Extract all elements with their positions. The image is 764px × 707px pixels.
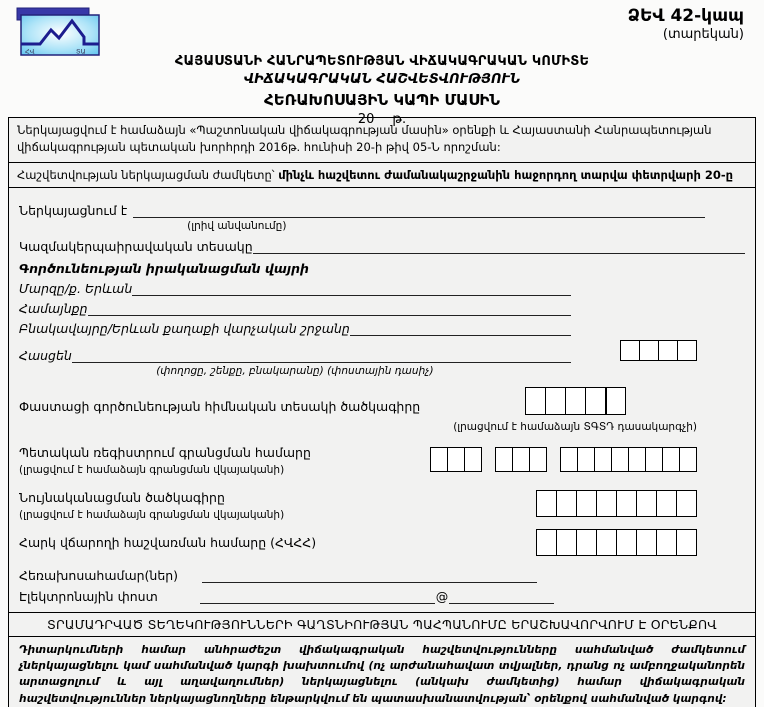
code-cell[interactable] — [656, 490, 677, 517]
register-hint: (լրացվում է համաձայն գրանցման վկայականի) — [19, 463, 285, 476]
code-cell[interactable] — [605, 387, 626, 415]
code-cell[interactable] — [677, 340, 697, 361]
region-label: Մարզը/ք. Երևան — [19, 280, 133, 296]
tin-row — [19, 529, 745, 556]
code-cell[interactable] — [577, 447, 595, 472]
code-cell[interactable] — [576, 529, 597, 556]
code-cell[interactable] — [525, 387, 546, 415]
address-label: Հասցեն — [19, 347, 72, 363]
code-cell[interactable] — [636, 490, 657, 517]
activity-code-hint: (լրացվում է համաձայն ՏԳՏԴ դասակարգչի) — [453, 420, 697, 433]
logo-abbr-left: ՀՎ — [25, 47, 35, 56]
settlement-input-line[interactable] — [350, 321, 571, 336]
presents-row — [19, 203, 745, 218]
presents-hint: (լրիվ անվանումը) — [187, 219, 287, 232]
code-cell[interactable] — [545, 387, 566, 415]
code-cell[interactable] — [628, 447, 646, 472]
register-cells-group-3 — [560, 447, 697, 472]
main-fields-box — [8, 187, 756, 613]
code-cell[interactable] — [565, 387, 586, 415]
email-domain-input-line[interactable] — [449, 589, 554, 604]
code-cell[interactable] — [430, 447, 448, 472]
tin-cells — [536, 529, 697, 556]
id-code-label: Նույնականացման ծածկագիրը — [19, 489, 225, 505]
code-cell[interactable] — [447, 447, 465, 472]
page-title: ՀԵՌԱԽՈՍԱՅԻՆ ԿԱՊԻ ՄԱՍԻՆ — [263, 91, 501, 109]
code-cell[interactable] — [529, 447, 547, 472]
code-cell[interactable] — [464, 447, 482, 472]
report-type: ՎԻՃԱԿԱԳՐԱԿԱՆ ՀԱՇՎԵՏՎՈՒԹՅՈՒՆ — [243, 72, 521, 87]
code-cell[interactable] — [596, 529, 617, 556]
community-label: Համայնքը — [19, 300, 88, 316]
phone-row — [19, 568, 745, 583]
code-cell[interactable] — [639, 340, 659, 361]
form-header — [0, 0, 764, 127]
activity-code-label: Փաստացի գործունեության հիմնական տեսակի ծածկագիրը — [19, 398, 421, 414]
phone-label: Հեռախոսահամար(ներ) — [19, 567, 179, 583]
activity-code-row — [19, 387, 745, 433]
code-cell[interactable] — [616, 529, 637, 556]
settlement-row — [19, 321, 745, 336]
email-at-sign: @ — [435, 588, 449, 604]
deadline-date: մինչև հաշվետու ժամանակաշրջանին հաջորդող տարվա փետրվարի 20-ը — [278, 167, 734, 182]
id-code-row — [19, 490, 745, 521]
community-input-line[interactable] — [88, 301, 571, 316]
code-cell[interactable] — [596, 490, 617, 517]
deadline-box — [8, 162, 756, 188]
deadline-prefix: Հաշվետվության ներկայացման ժամկետը՝ — [17, 167, 279, 182]
code-cell[interactable] — [611, 447, 629, 472]
location-heading: Գործունեության իրականացման վայրի — [19, 260, 309, 276]
id-code-cells — [536, 490, 697, 517]
liability-notice: Դիտարկումների համար անհրաժեշտ վիճակագրական հաշվետվությունները սահմանված ժամկետում չներկայացնելու կամ սահմանված կարգի խախտումով (ոչ արժանահավատ տվյալներ, դրանց ոչ ամբողջականորեն արտացոլում և այլ աղավաղումներ) ներկայացնելու (անկախ ժամկետից) համար վիճակագրական հաշվետվություններ ներկայացնողները ենթարկվում են պատասխանատվության՝ օրենքով սահմանված կարգով: — [8, 636, 756, 707]
activity-code-cells — [525, 387, 626, 415]
code-cell[interactable] — [679, 447, 697, 472]
code-cell[interactable] — [636, 529, 657, 556]
code-cell[interactable] — [656, 529, 677, 556]
community-row — [19, 301, 745, 316]
register-number-row — [19, 445, 745, 476]
form-periodicity: (տարեկան) — [662, 27, 744, 42]
code-cell[interactable] — [536, 529, 557, 556]
postal-code-cells — [620, 340, 697, 361]
presents-input-line[interactable] — [133, 203, 705, 218]
region-row — [19, 281, 745, 296]
code-cell[interactable] — [536, 490, 557, 517]
legal-type-input-line[interactable] — [253, 239, 745, 254]
address-row — [19, 340, 745, 363]
year-suffix: թ. — [392, 112, 407, 127]
id-code-hint: (լրացվում է համաձայն գրանցման վկայականի) — [19, 508, 285, 521]
year-line — [0, 112, 764, 127]
id-code-left — [19, 490, 284, 521]
legal-basis-text: Ներկայացվում է համաձայն «Պաշտոնական վիճակագրության մասին» օրենքի և Հայաստանի Հանրապետության վիճակագրության պետական խորհրդի 2016թ. հունիսի 20-ի թիվ 05-Ն որոշման: — [17, 123, 712, 155]
region-input-line[interactable] — [132, 281, 570, 296]
year-prefix: 20 — [357, 112, 375, 127]
armstat-logo-icon — [16, 6, 100, 58]
email-local-input-line[interactable] — [200, 589, 435, 604]
address-hint: (փողոցը, շենքը, բնակարանը) (փոստային դասիչ) — [156, 364, 434, 377]
code-cell[interactable] — [676, 490, 697, 517]
code-cell[interactable] — [560, 447, 578, 472]
code-cell[interactable] — [620, 340, 640, 361]
register-cells-group-1 — [430, 447, 482, 472]
email-label: Էլեկտրոնային փոստ — [19, 588, 158, 604]
address-input-line[interactable] — [72, 348, 571, 363]
logo-abbr-right: ՏԱ — [76, 47, 86, 56]
code-cell[interactable] — [556, 490, 577, 517]
legal-type-label: Կազմակերպաիրավական տեսակը — [19, 238, 253, 254]
code-cell[interactable] — [616, 490, 637, 517]
form-code-block — [628, 6, 744, 42]
code-cell[interactable] — [495, 447, 513, 472]
settlement-label: Բնակավայրը/Երևան քաղաքի վարչական շրջանը — [19, 320, 350, 336]
activity-code-right — [453, 387, 697, 433]
register-cells-groups — [430, 445, 697, 472]
confidentiality-banner: ՏՐԱՄԱԴՐՎԱԾ ՏԵՂԵԿՈՒԹՅՈՒՆՆԵՐԻ ԳԱՂՏՆԻՈՒԹՅԱՆ ՊԱՀՊԱՆՈՒՄԸ ԵՐԱՇԽԱՎՈՐՎՈՒՄ Է ՕՐԵՆՔՈՎ — [8, 612, 756, 637]
code-cell[interactable] — [556, 529, 577, 556]
form-code: ՁԵՎ 42-կապ — [627, 6, 744, 26]
form-sheet — [8, 117, 756, 707]
phone-input-line[interactable] — [202, 568, 537, 583]
register-cells-group-2 — [495, 447, 547, 472]
legal-type-row — [19, 239, 745, 254]
code-cell[interactable] — [658, 340, 678, 361]
code-cell[interactable] — [585, 387, 606, 415]
code-cell[interactable] — [676, 529, 697, 556]
register-left — [19, 445, 311, 476]
presents-label: Ներկայացնում է — [19, 202, 128, 218]
tin-label: Հարկ վճարողի հաշվառման համարը (ՀՎՀՀ) — [19, 534, 317, 550]
code-cell[interactable] — [594, 447, 612, 472]
code-cell[interactable] — [645, 447, 663, 472]
register-label: Պետական ռեգիստրում գրանցման համարը — [19, 444, 311, 460]
code-cell[interactable] — [512, 447, 530, 472]
code-cell[interactable] — [576, 490, 597, 517]
code-cell[interactable] — [662, 447, 680, 472]
email-row — [19, 589, 745, 604]
committee-name: ՀԱՅԱՍՏԱՆԻ ՀԱՆՐԱՊԵՏՈՒԹՅԱՆ ՎԻՃԱԿԱԳՐԱԿԱՆ ԿՈՄԻՏԵ — [174, 54, 590, 69]
